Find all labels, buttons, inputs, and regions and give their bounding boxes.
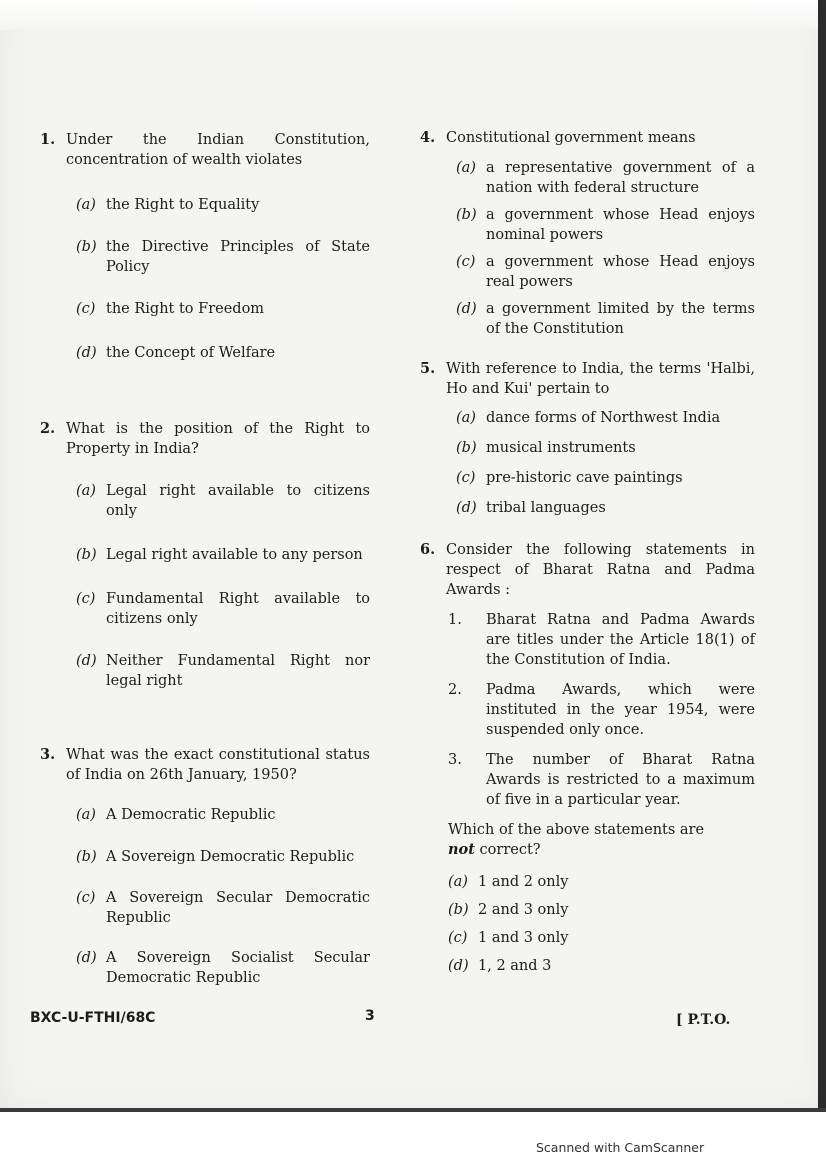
statement-1 bbox=[448, 610, 755, 670]
option-label: (a) bbox=[76, 197, 96, 213]
statement-text: The number of Bharat Ratna Awards is restricted to a maximum of five in a particular year. bbox=[486, 752, 755, 808]
question-1 bbox=[40, 130, 370, 170]
option-text: the Right to Freedom bbox=[106, 301, 265, 317]
option-label: (c) bbox=[76, 890, 96, 906]
option-text: musical instruments bbox=[486, 440, 636, 456]
page-top-edge bbox=[0, 0, 826, 30]
statement-number: 2. bbox=[448, 682, 462, 698]
option-a bbox=[76, 805, 370, 825]
option-label: (c) bbox=[448, 930, 468, 946]
question-text: What is the position of the Right to Property in India? bbox=[66, 421, 370, 457]
option-c bbox=[76, 299, 370, 319]
question-number: 6. bbox=[420, 541, 436, 558]
option-a bbox=[456, 158, 755, 198]
option-d bbox=[456, 299, 755, 339]
prompt-text-start: Which of the above statements are bbox=[448, 822, 705, 838]
option-label: (b) bbox=[76, 547, 97, 563]
option-a bbox=[456, 408, 755, 428]
option-label: (a) bbox=[456, 410, 476, 426]
option-text: the Directive Principles of State Policy bbox=[106, 239, 370, 275]
option-c bbox=[448, 928, 755, 948]
option-label: (d) bbox=[456, 301, 477, 317]
option-a bbox=[76, 481, 370, 521]
option-label: (d) bbox=[76, 345, 97, 361]
question-text: Under the Indian Constitution, concentration of wealth violates bbox=[66, 132, 370, 168]
option-b bbox=[76, 237, 370, 277]
option-label: (b) bbox=[76, 849, 97, 865]
option-c bbox=[456, 252, 755, 292]
option-label: (d) bbox=[448, 958, 469, 974]
option-label: (b) bbox=[456, 440, 477, 456]
right-column bbox=[420, 128, 755, 976]
option-label: (b) bbox=[448, 902, 469, 918]
question-number: 3. bbox=[40, 746, 56, 763]
scanner-watermark: Scanned with CamScanner bbox=[536, 1140, 705, 1155]
please-turn-over: [ P.T.O. bbox=[676, 1012, 731, 1028]
prompt-text-end: correct? bbox=[479, 842, 541, 858]
option-b bbox=[76, 847, 370, 867]
option-c bbox=[76, 888, 370, 928]
statement-2 bbox=[448, 680, 755, 740]
statement-3 bbox=[448, 750, 755, 810]
option-d bbox=[76, 651, 370, 691]
option-c bbox=[456, 468, 755, 488]
option-label: (a) bbox=[448, 874, 468, 890]
option-text: Legal right available to citizens only bbox=[106, 483, 370, 519]
question-5 bbox=[420, 359, 755, 399]
page-bottom-edge bbox=[0, 1108, 826, 1112]
option-label: (a) bbox=[76, 807, 96, 823]
option-text: a government whose Head enjoys real powers bbox=[486, 254, 755, 290]
option-text: 2 and 3 only bbox=[478, 902, 569, 918]
question-number: 5. bbox=[420, 360, 436, 377]
question-number: 1. bbox=[40, 131, 56, 148]
question-4 bbox=[420, 128, 755, 148]
option-label: (c) bbox=[456, 470, 476, 486]
option-label: (c) bbox=[76, 591, 96, 607]
statement-text: Padma Awards, which were instituted in the year 1954, were suspended only once. bbox=[486, 682, 755, 738]
option-label: (a) bbox=[76, 483, 96, 499]
option-text: tribal languages bbox=[486, 500, 606, 516]
option-b bbox=[448, 900, 755, 920]
page-number: 3 bbox=[365, 1008, 375, 1024]
question-6 bbox=[420, 540, 755, 600]
option-label: (b) bbox=[76, 239, 97, 255]
page-right-edge bbox=[818, 0, 826, 1112]
question-2 bbox=[40, 419, 370, 459]
option-text: the Right to Equality bbox=[106, 197, 260, 213]
question-text: Constitutional government means bbox=[446, 130, 696, 146]
left-column bbox=[40, 130, 370, 988]
option-label: (a) bbox=[456, 160, 476, 176]
question-text: What was the exact constitutional status of India on 26th January, 1950? bbox=[66, 747, 370, 783]
option-d bbox=[76, 948, 370, 988]
statement-number: 1. bbox=[448, 612, 462, 628]
option-label: (d) bbox=[76, 950, 97, 966]
option-a bbox=[448, 872, 755, 892]
option-b bbox=[456, 438, 755, 458]
question-text: With reference to India, the terms 'Halbi, Ho and Kui' pertain to bbox=[446, 361, 755, 397]
option-b bbox=[76, 545, 370, 565]
option-text: A Democratic Republic bbox=[106, 807, 276, 823]
option-label: (c) bbox=[76, 301, 96, 317]
option-text: A Sovereign Secular Democratic Republic bbox=[106, 890, 370, 926]
paper-code: BXC-U-FTHI/68C bbox=[30, 1010, 156, 1026]
option-text: 1 and 2 only bbox=[478, 874, 569, 890]
option-text: a government whose Head enjoys nominal powers bbox=[486, 207, 755, 243]
question-number: 2. bbox=[40, 420, 56, 437]
option-d bbox=[448, 956, 755, 976]
question-prompt bbox=[448, 820, 755, 860]
option-c bbox=[76, 589, 370, 629]
option-text: Legal right available to any person bbox=[106, 547, 363, 563]
option-d bbox=[456, 498, 755, 518]
option-text: A Sovereign Democratic Republic bbox=[106, 849, 355, 865]
option-text: 1 and 3 only bbox=[478, 930, 569, 946]
option-d bbox=[76, 343, 370, 363]
option-label: (b) bbox=[456, 207, 477, 223]
option-text: 1, 2 and 3 bbox=[478, 958, 552, 974]
option-label: (d) bbox=[456, 500, 477, 516]
option-a bbox=[76, 195, 370, 215]
statement-number: 3. bbox=[448, 752, 462, 768]
prompt-emphasis: not bbox=[448, 841, 475, 858]
option-text: A Sovereign Socialist Secular Democratic Republic bbox=[106, 950, 370, 986]
option-text: the Concept of Welfare bbox=[106, 345, 276, 361]
option-text: Fundamental Right available to citizens only bbox=[106, 591, 370, 627]
option-text: Neither Fundamental Right nor legal right bbox=[106, 653, 370, 689]
option-label: (c) bbox=[456, 254, 476, 270]
option-label: (d) bbox=[76, 653, 97, 669]
question-text: Consider the following statements in respect of Bharat Ratna and Padma Awards : bbox=[446, 542, 755, 598]
question-3 bbox=[40, 745, 370, 785]
option-text: dance forms of Northwest India bbox=[486, 410, 721, 426]
statement-text: Bharat Ratna and Padma Awards are titles under the Article 18(1) of the Constitution of India. bbox=[486, 612, 755, 668]
option-text: a representative government of a nation with federal structure bbox=[486, 160, 755, 196]
option-text: pre-historic cave paintings bbox=[486, 470, 683, 486]
option-b bbox=[456, 205, 755, 245]
question-number: 4. bbox=[420, 129, 436, 146]
option-text: a government limited by the terms of the Constitution bbox=[486, 301, 755, 337]
